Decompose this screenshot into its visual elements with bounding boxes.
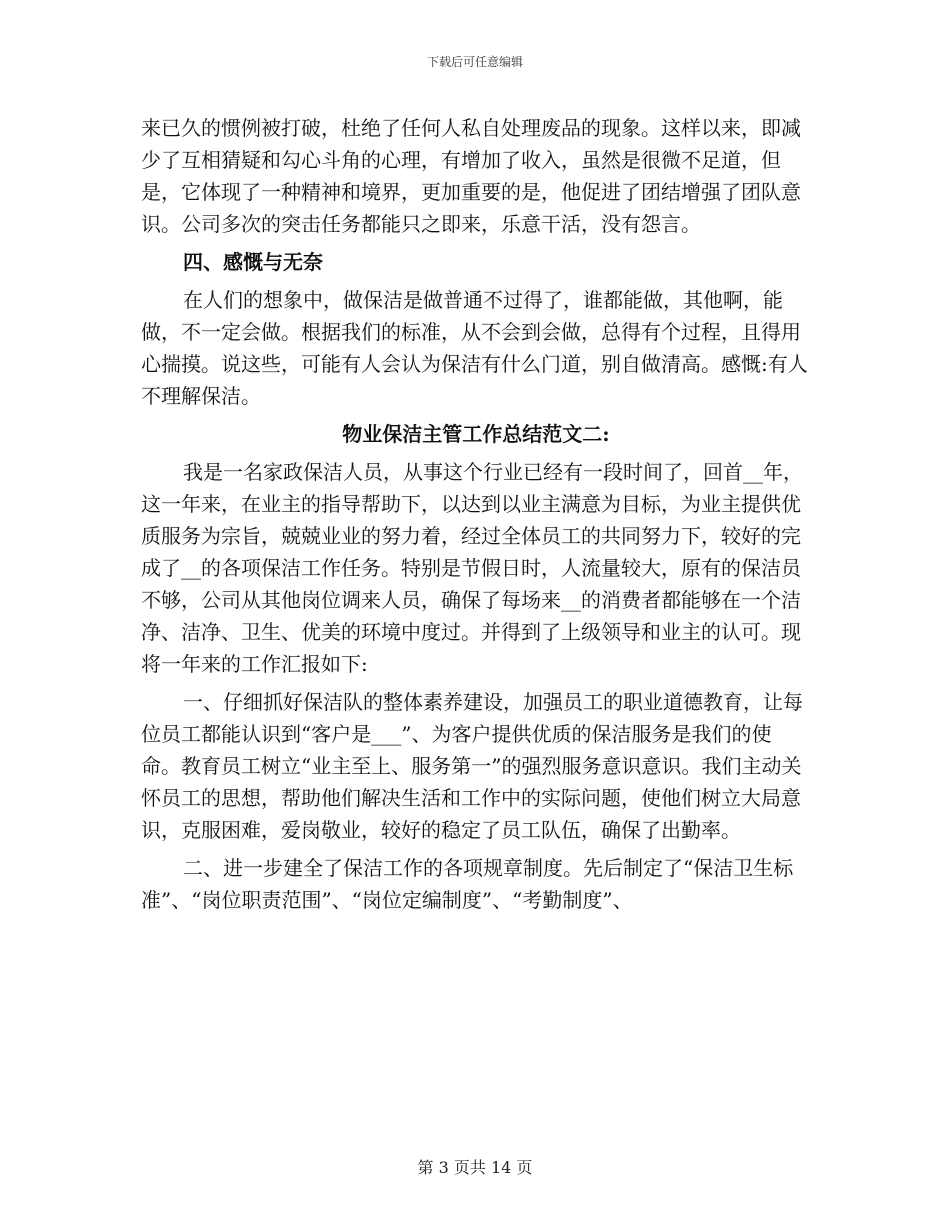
document-body bbox=[141, 112, 811, 916]
document-title: 物业保洁主管工作总结范文二: bbox=[342, 422, 610, 446]
paragraph-point-one: 一、仔细抓好保洁队的整体素养建设，加强员工的职业道德教育，让每位员工都能认识到“客户是___”、为客户提供优质的保洁服务是我们的使命。教育员工树立“业主至上、服务第一”的强烈服务意识意识。我们主动关怀员工的思想，帮助他们解决生活和工作中的实际问题，使他们树立大局意识，克服困难，爱岗敬业，较好的稳定了员工队伍，确保了出勤率。 bbox=[141, 690, 803, 842]
paragraph-intro: 我是一名家政保洁人员，从事这个行业已经有一段时间了，回首__年，这一年来，在业主的指导帮助下，以达到以业主满意为目标，为业主提供优质服务为宗旨，兢兢业业的努力着，经过全体员工的共同努力下，较好的完成了__的各项保洁工作任务。特别是节假日时，人流量较大，原有的保洁员不够，公司从其他岗位调来人员，确保了每场来__的消费者都能够在一个洁净、洁净、卫生、优美的环境中度过。并得到了上级领导和业主的认可。现将一年来的工作汇报如下: bbox=[141, 460, 803, 676]
section-heading-four: 四、感慨与无奈 bbox=[183, 250, 323, 274]
paragraph-feelings: 在人们的想象中，做保洁是做普通不过得了，谁都能做，其他啊，能做，不一定会做。根据我们的标准，从不会到会做，总得有个过程，且得用心揣摸。说这些，可能有人会认为保洁有什么门道，别自做清高。感慨:有人不理解保洁。 bbox=[141, 288, 808, 408]
header-note: 下载后可任意编辑 bbox=[426, 55, 523, 69]
paragraph-continuation: 来已久的惯例被打破，杜绝了任何人私自处理废品的现象。这样以来，即减少了互相猜疑和勾心斗角的心理，有增加了收入，虽然是很微不足道，但是，它体现了一种精神和境界，更加重要的是，他促进了团结增强了团队意识。公司多次的突击任务都能只之即来，乐意干活，没有怨言。 bbox=[141, 116, 801, 236]
page-footer: 第 3 页共 14 页 bbox=[417, 1158, 533, 1177]
paragraph-point-two: 二、进一步建全了保洁工作的各项规章制度。先后制定了“保洁卫生标准”、“岗位职责范围”、“岗位定编制度”、“考勤制度”、 bbox=[141, 856, 794, 912]
